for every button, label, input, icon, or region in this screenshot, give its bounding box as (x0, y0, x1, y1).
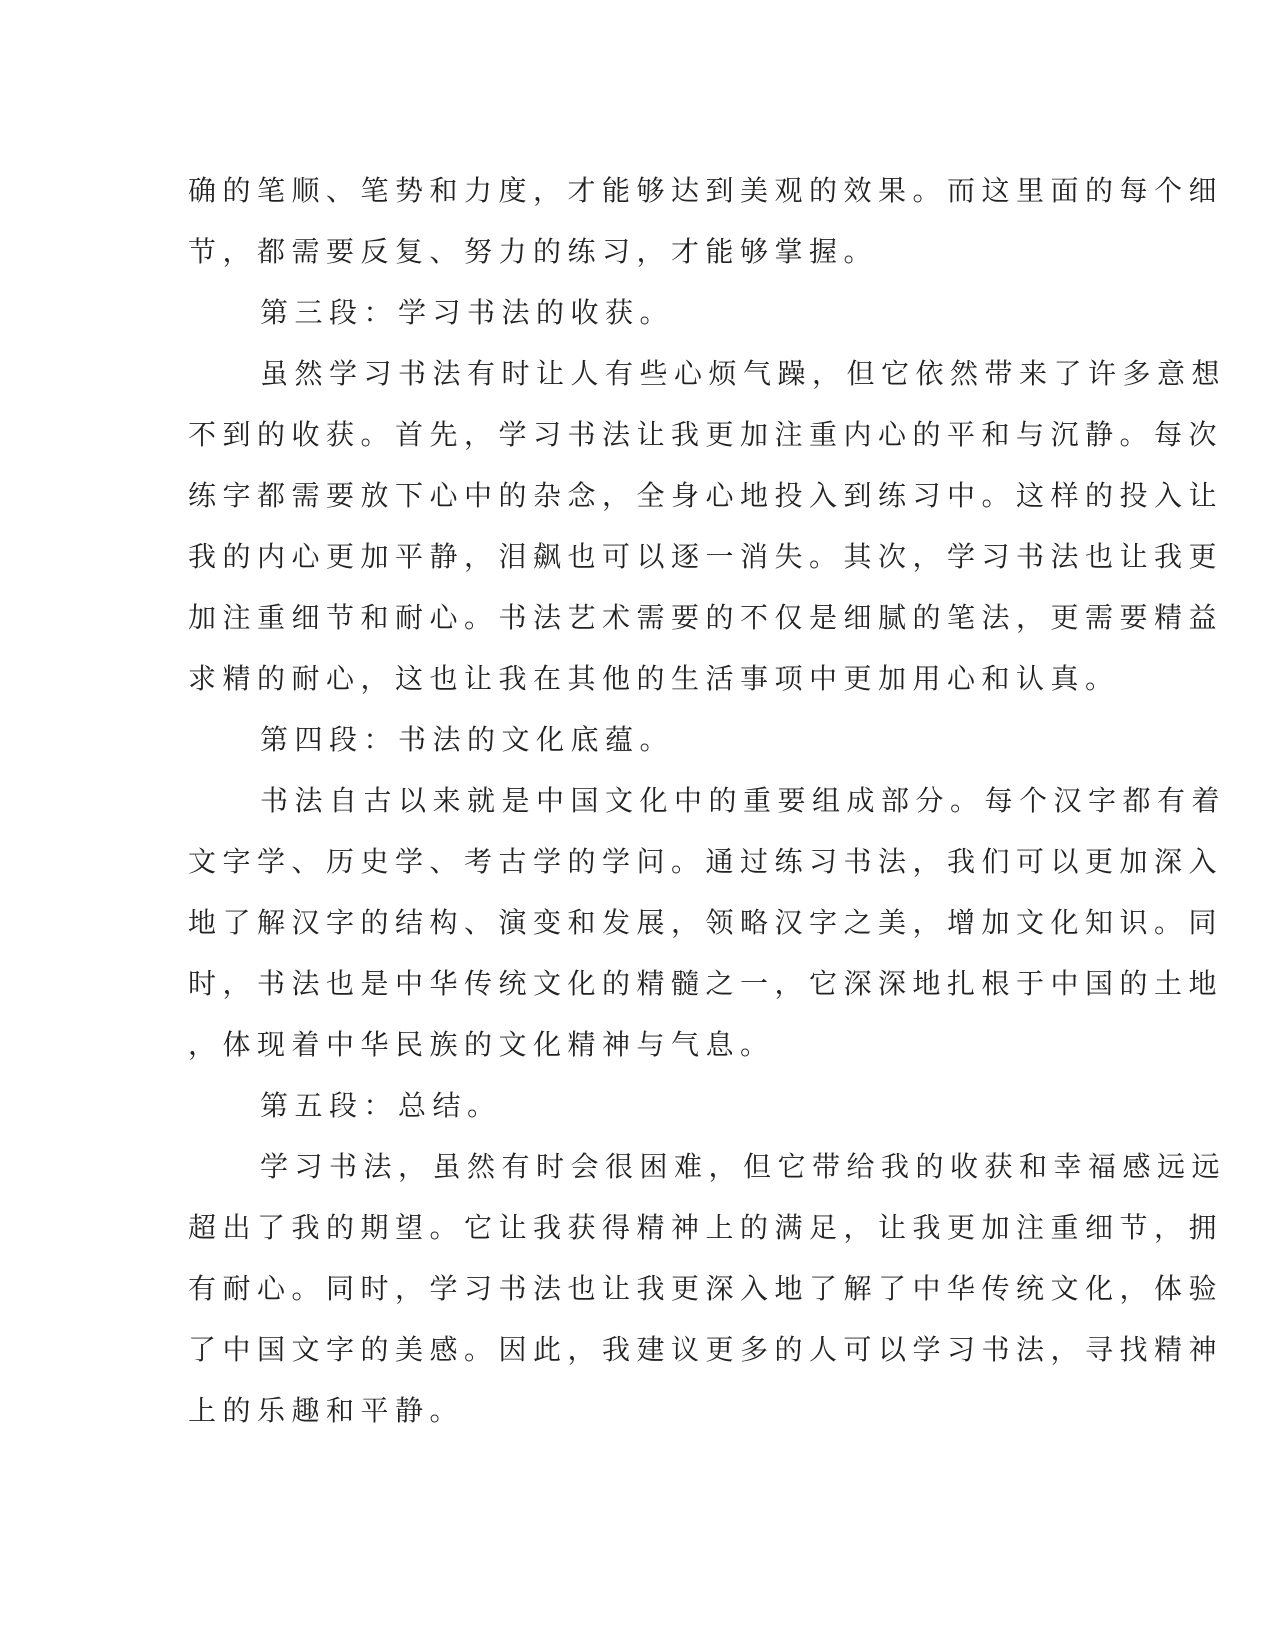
paragraph-first-line: 第五段：总结。 (260, 1089, 502, 1122)
paragraph-first-line: 第四段：书法的文化底蕴。 (260, 723, 675, 756)
text-line: 确的笔顺、笔势和力度，才能够达到美观的效果。而这里面的每个细 (188, 174, 1224, 207)
text-line: ，体现着中华民族的文化精神与气息。 (188, 1028, 775, 1061)
paragraph-first-line: 书法自古以来就是中国文化中的重要组成部分。每个汉字都有着 (260, 784, 1227, 817)
paragraph-first-line: 虽然学习书法有时让人有些心烦气躁，但它依然带来了许多意想 (260, 357, 1227, 390)
paragraph-first-line: 第三段：学习书法的收获。 (260, 296, 675, 329)
text-line: 节，都需要反复、努力的练习，才能够掌握。 (188, 235, 879, 268)
text-line: 文字学、历史学、考古学的学问。通过练习书法，我们可以更加深入 (188, 845, 1224, 878)
text-line: 不到的收获。首先，学习书法让我更加注重内心的平和与沉静。每次 (188, 418, 1224, 451)
document-body (188, 160, 1227, 1441)
text-line: 求精的耐心，这也让我在其他的生活事项中更加用心和认真。 (188, 662, 1120, 695)
text-line: 了中国文字的美感。因此，我建议更多的人可以学习书法，寻找精神 (188, 1333, 1224, 1366)
text-line: 我的内心更加平静，泪飙也可以逐一消失。其次，学习书法也让我更 (188, 540, 1224, 573)
text-line: 时，书法也是中华传统文化的精髓之一，它深深地扎根于中国的土地 (188, 967, 1224, 1000)
text-line: 超出了我的期望。它让我获得精神上的满足，让我更加注重细节，拥 (188, 1211, 1224, 1244)
text-line: 加注重细节和耐心。书法艺术需要的不仅是细腻的笔法，更需要精益 (188, 601, 1224, 634)
text-line: 上的乐趣和平静。 (188, 1394, 465, 1427)
paragraph-first-line: 学习书法，虽然有时会很困难，但它带给我的收获和幸福感远远 (260, 1150, 1227, 1183)
text-line: 练字都需要放下心中的杂念，全身心地投入到练习中。这样的投入让 (188, 479, 1224, 512)
text-line: 地了解汉字的结构、演变和发展，领略汉字之美，增加文化知识。同 (188, 906, 1224, 939)
text-line: 有耐心。同时，学习书法也让我更深入地了解了中华传统文化，体验 (188, 1272, 1224, 1305)
